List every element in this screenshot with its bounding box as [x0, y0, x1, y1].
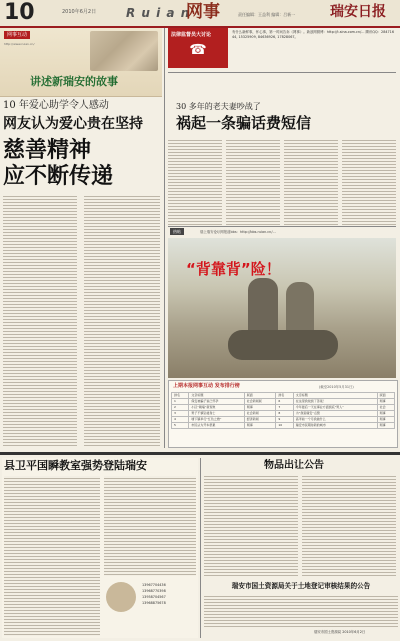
article-kicker: 10 年爱心助学令人感动 — [3, 100, 109, 111]
run-label: R u i a n — [126, 6, 191, 20]
banner-label: 网事互动 — [4, 31, 30, 39]
cell: 4 — [172, 417, 189, 423]
header-page: 版面 — [244, 393, 276, 399]
editor-line: 责任编辑：王益利 编辑：吕新一 — [238, 12, 296, 17]
header-rank-2: 排名 — [276, 393, 293, 399]
photo-headline: “背靠背”险！ — [186, 260, 281, 278]
cell: 高考前一个月我做什么 — [293, 417, 377, 423]
photo-tag: 热帖 — [170, 228, 184, 235]
notice-body-col-2 — [302, 474, 396, 578]
cell: 6 — [276, 399, 293, 405]
header-page-2: 版面 — [377, 393, 394, 399]
photo-scooter — [228, 330, 338, 360]
brand-logo: 瑞安日报 — [330, 4, 386, 20]
header-rank: 排名 — [172, 393, 189, 399]
right-body-col-2 — [226, 138, 280, 226]
cell: 8 — [276, 411, 293, 417]
banner-url: http://www.ruian.cn/ — [4, 42, 35, 46]
ad-contact-list — [142, 582, 196, 606]
cell: 社会新闻版 — [244, 399, 276, 405]
cell: 经济新闻 — [244, 417, 276, 423]
cell: 7 — [276, 405, 293, 411]
right-body-col-4 — [342, 138, 396, 226]
left-banner — [0, 28, 162, 97]
land-notice-headline: 瑞安市国土资源局关于土地登记审核结果的公告 — [231, 582, 371, 590]
hotline-box — [168, 28, 228, 68]
cell: 小区“刷墙”新现象 — [189, 405, 244, 411]
contact-line: 13968770398 — [142, 589, 166, 593]
ad-body-col-1 — [4, 476, 100, 636]
cell: 网事 — [377, 399, 394, 405]
banner-headline: 讲述新瑞安的故事 — [30, 75, 118, 88]
article-body-col-2 — [84, 194, 160, 448]
bottom-left-ad — [2, 458, 198, 638]
cell: 9 — [276, 417, 293, 423]
cell: 网事 — [377, 423, 394, 429]
header-title-2: 文章标题 — [293, 393, 377, 399]
cell: 网事 — [377, 411, 394, 417]
cell: 5 — [172, 423, 189, 429]
ad-logo-icon — [106, 582, 136, 612]
cell: 网事 — [244, 423, 276, 429]
ranking-subtitle: (截至2010年5月31日) — [319, 385, 354, 389]
cell: 10 — [276, 423, 293, 429]
right-top-rule — [168, 72, 396, 73]
contact-line: 有什么新鲜事，怀心事，第一时间告诉《网事》。新浪网微博：http://t.sina.com.cn/... 腾讯QQ：28471644, 15325909, 84636926, 17828067。 — [232, 30, 394, 39]
cell: 社会新闻 — [244, 411, 276, 417]
ranking-title: 上期本报网事互动 发布排行榜 — [173, 383, 240, 389]
ranking-table — [171, 392, 395, 429]
phone-icon: ☎ — [189, 42, 207, 58]
right-body-col-3 — [284, 138, 338, 226]
bottom-divider — [0, 452, 400, 455]
photo-top-rule — [168, 226, 396, 227]
article-body-col-1 — [3, 194, 77, 448]
cell: 市民认为开车很累 — [189, 423, 244, 429]
headline-line-1: 慈善精神 — [3, 137, 92, 163]
cell: 1 — [172, 399, 189, 405]
ad-body-col-2 — [104, 476, 196, 576]
contact-line: 13958704567 — [142, 595, 166, 599]
cell: 为“我爱瑞安”点赞 — [293, 411, 377, 417]
contact-line: 13968875678 — [142, 601, 166, 605]
bottom-right-notice — [204, 458, 398, 638]
headline-line-2: 应不断传递 — [3, 163, 114, 189]
land-notice-body — [204, 594, 398, 628]
section-title: 网事 — [186, 2, 220, 22]
banner-photo — [90, 31, 158, 71]
notice-headline: 物品出让公告 — [264, 460, 324, 471]
main-photo — [168, 238, 396, 378]
cell: 保安被骗子说已怀孕 — [189, 399, 244, 405]
right-headline: 祸起一条骗话费短信 — [176, 114, 312, 132]
cell: 塘下镇举行“红色之旅” — [189, 417, 244, 423]
page-number: 10 — [4, 0, 35, 25]
bottom-column-divider — [200, 458, 201, 638]
cell: 2 — [172, 405, 189, 411]
cell: 3 — [172, 411, 189, 417]
cell: 今年最后一天在事业方面到底“男人” — [293, 405, 377, 411]
photo-person-1 — [248, 278, 278, 338]
notice-body-col-1 — [204, 474, 298, 578]
ranking-box — [168, 380, 398, 448]
column-divider — [164, 28, 165, 448]
masthead — [0, 0, 400, 28]
ad-headline: 县卫平国瞬教室强势登陆瑞安 — [4, 459, 147, 472]
table-row — [172, 423, 395, 429]
cell: 瑞安市民期待新的城市 — [293, 423, 377, 429]
date-line: 2010年6月2日 — [62, 9, 97, 15]
cell: 在这里我找到了答案！ — [293, 399, 377, 405]
land-notice-footer: 瑞安市国土资源局 2010年6月2日 — [314, 630, 366, 634]
hotline-label: 法律监督员大讨论 — [171, 32, 212, 38]
right-kicker: 30 多年的老夫妻吵战了 — [176, 102, 261, 111]
cell: 男子不慎坠楼身亡 — [189, 411, 244, 417]
photo-url: 瑞上瑞安论坛网报道bbs：http://bbs.ruian.cn/... — [200, 230, 276, 234]
cell: 网事 — [377, 417, 394, 423]
cell: 网事 — [244, 405, 276, 411]
article-subtitle: 网友认为爱心贵在坚持 — [3, 116, 143, 132]
header-title: 文章标题 — [189, 393, 244, 399]
cell: 社会 — [377, 405, 394, 411]
contact-line: 13967704436 — [142, 583, 166, 587]
right-body-col-1 — [168, 138, 222, 226]
